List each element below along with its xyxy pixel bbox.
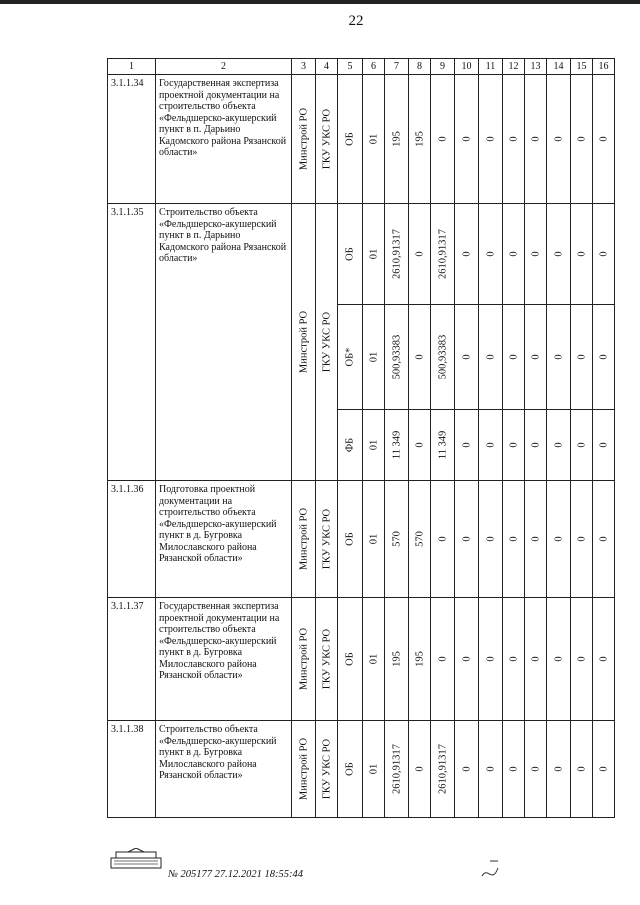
year-2024-amount: 0	[507, 354, 519, 360]
contractor-cell	[316, 721, 338, 818]
year-2025-amount: 0	[529, 442, 541, 448]
year-2021-amount: 2610,91317	[436, 229, 448, 279]
funding-source-cell	[338, 598, 363, 721]
year-2026-amount: 0	[552, 766, 564, 772]
year-2020-amount-cell	[409, 410, 431, 481]
year-2027-amount-cell	[571, 204, 593, 305]
funding-source: ФБ	[344, 437, 356, 453]
contractor: ГКУ УКС РО	[320, 108, 332, 170]
contractor: ГКУ УКС РО	[320, 508, 332, 570]
year-2026-amount: 0	[552, 536, 564, 542]
responsible-executor-cell	[292, 721, 316, 818]
program-code-cell	[363, 721, 385, 818]
year-2024-amount-cell	[503, 305, 525, 410]
year-2028-amount-cell	[593, 305, 615, 410]
year-2027-amount-cell	[571, 598, 593, 721]
funding-source-cell	[338, 481, 363, 598]
year-2025-amount-cell	[525, 481, 547, 598]
year-2026-amount: 0	[552, 354, 564, 360]
year-2020-amount: 0	[413, 442, 425, 448]
year-2025-amount: 0	[529, 354, 541, 360]
header-cell-3: 3	[292, 59, 316, 75]
year-2027-amount: 0	[575, 354, 587, 360]
year-2023-amount-cell	[479, 598, 503, 721]
total-amount-cell	[385, 204, 409, 305]
year-2024-amount: 0	[507, 766, 519, 772]
year-2027-amount: 0	[575, 442, 587, 448]
measure-code: 3.1.1.34	[108, 75, 156, 204]
header-row	[108, 59, 615, 75]
year-2026-amount-cell	[547, 75, 571, 204]
year-2022-amount: 0	[460, 536, 472, 542]
year-2023-amount: 0	[484, 766, 496, 772]
year-2023-amount: 0	[484, 251, 496, 257]
year-2027-amount: 0	[575, 766, 587, 772]
year-2021-amount: 0	[436, 536, 448, 542]
year-2024-amount-cell	[503, 204, 525, 305]
header-cell-11: 11	[479, 59, 503, 75]
year-2024-amount: 0	[507, 536, 519, 542]
responsible-executor: Минстрой РО	[297, 310, 309, 374]
year-2027-amount: 0	[575, 656, 587, 662]
registry-stamp-icon	[110, 848, 162, 872]
year-2023-amount-cell	[479, 481, 503, 598]
year-2022-amount: 0	[460, 656, 472, 662]
program-code: 01	[367, 351, 379, 363]
year-2020-amount-cell	[409, 305, 431, 410]
header-cell-2: 2	[156, 59, 292, 75]
year-2024-amount-cell	[503, 598, 525, 721]
year-2020-amount-cell	[409, 721, 431, 818]
total-amount: 570	[390, 531, 402, 547]
year-2025-amount: 0	[529, 536, 541, 542]
responsible-executor: Минстрой РО	[297, 627, 309, 691]
year-2023-amount-cell	[479, 410, 503, 481]
year-2022-amount: 0	[460, 251, 472, 257]
year-2023-amount: 0	[484, 656, 496, 662]
year-2020-amount-cell	[409, 481, 431, 598]
year-2021-amount-cell	[431, 721, 455, 818]
contractor-cell	[316, 481, 338, 598]
year-2020-amount: 570	[413, 531, 425, 547]
year-2024-amount: 0	[507, 656, 519, 662]
year-2025-amount: 0	[529, 136, 541, 142]
contractor: ГКУ УКС РО	[320, 628, 332, 690]
header-cell-8: 8	[409, 59, 431, 75]
measure-name: Строительство объекта «Фельдшерско-акушерский пункт в д. Бугровка Милославского района Рязанской области»	[156, 721, 292, 818]
year-2023-amount-cell	[479, 721, 503, 818]
year-2028-amount-cell	[593, 598, 615, 721]
total-amount-cell	[385, 410, 409, 481]
total-amount-cell	[385, 481, 409, 598]
year-2021-amount-cell	[431, 598, 455, 721]
year-2022-amount-cell	[455, 410, 479, 481]
header-cell-1: 1	[108, 59, 156, 75]
year-2022-amount-cell	[455, 481, 479, 598]
year-2028-amount-cell	[593, 410, 615, 481]
table-row	[108, 481, 615, 598]
measure-name: Строительство объекта «Фельдшерско-акушерский пункт в п. Дарьино Кадомского района Рязанской области»	[156, 204, 292, 481]
contractor-cell	[316, 598, 338, 721]
header-cell-7: 7	[385, 59, 409, 75]
total-amount: 2610,91317	[390, 744, 402, 794]
year-2022-amount: 0	[460, 136, 472, 142]
year-2024-amount: 0	[507, 136, 519, 142]
responsible-executor-cell	[292, 204, 316, 481]
year-2025-amount-cell	[525, 598, 547, 721]
year-2020-amount: 195	[413, 131, 425, 147]
total-amount: 195	[390, 131, 402, 147]
measure-code: 3.1.1.37	[108, 598, 156, 721]
year-2028-amount: 0	[597, 136, 609, 142]
year-2021-amount-cell	[431, 204, 455, 305]
year-2024-amount: 0	[507, 251, 519, 257]
measure-name: Государственная экспертиза проектной документации на строительство объекта «Фельдшерско-акушерский пункт в п. Дарьино Кадомского района Рязанской области»	[156, 75, 292, 204]
header-cell-9: 9	[431, 59, 455, 75]
year-2024-amount-cell	[503, 75, 525, 204]
year-2027-amount-cell	[571, 75, 593, 204]
year-2023-amount: 0	[484, 442, 496, 448]
year-2023-amount: 0	[484, 536, 496, 542]
program-code: 01	[367, 653, 379, 665]
year-2025-amount: 0	[529, 766, 541, 772]
year-2021-amount: 0	[436, 136, 448, 142]
header-cell-15: 15	[571, 59, 593, 75]
year-2027-amount: 0	[575, 136, 587, 142]
funding-source-cell	[338, 410, 363, 481]
measure-code: 3.1.1.36	[108, 481, 156, 598]
year-2023-amount-cell	[479, 204, 503, 305]
footer-signatures	[110, 848, 530, 888]
program-code-cell	[363, 75, 385, 204]
year-2025-amount-cell	[525, 204, 547, 305]
year-2021-amount: 0	[436, 656, 448, 662]
year-2021-amount-cell	[431, 75, 455, 204]
year-2022-amount: 0	[460, 766, 472, 772]
year-2024-amount: 0	[507, 442, 519, 448]
year-2028-amount-cell	[593, 75, 615, 204]
program-code-cell	[363, 598, 385, 721]
year-2023-amount: 0	[484, 354, 496, 360]
year-2027-amount: 0	[575, 536, 587, 542]
year-2024-amount-cell	[503, 410, 525, 481]
year-2026-amount: 0	[552, 442, 564, 448]
year-2025-amount-cell	[525, 305, 547, 410]
funding-source: ОБ	[344, 762, 356, 776]
year-2025-amount-cell	[525, 721, 547, 818]
total-amount-cell	[385, 305, 409, 410]
table-row	[108, 75, 615, 204]
program-code: 01	[367, 133, 379, 145]
responsible-executor-cell	[292, 75, 316, 204]
table-row	[108, 721, 615, 818]
year-2021-amount-cell	[431, 410, 455, 481]
total-amount: 11 349	[390, 430, 402, 460]
year-2023-amount-cell	[479, 305, 503, 410]
year-2027-amount-cell	[571, 410, 593, 481]
program-code: 01	[367, 248, 379, 260]
responsible-executor: Минстрой РО	[297, 107, 309, 171]
year-2022-amount-cell	[455, 204, 479, 305]
measure-code: 3.1.1.38	[108, 721, 156, 818]
funding-source: ОБ	[344, 132, 356, 146]
year-2020-amount-cell	[409, 598, 431, 721]
year-2025-amount: 0	[529, 656, 541, 662]
year-2020-amount: 0	[413, 766, 425, 772]
header-cell-13: 13	[525, 59, 547, 75]
year-2022-amount: 0	[460, 442, 472, 448]
total-amount-cell	[385, 598, 409, 721]
page-number: 22	[348, 13, 364, 29]
year-2026-amount-cell	[547, 410, 571, 481]
header-cell-14: 14	[547, 59, 571, 75]
year-2023-amount-cell	[479, 75, 503, 204]
year-2025-amount: 0	[529, 251, 541, 257]
total-amount: 500,93383	[390, 334, 402, 380]
year-2028-amount-cell	[593, 204, 615, 305]
year-2026-amount-cell	[547, 598, 571, 721]
program-code-cell	[363, 204, 385, 305]
responsible-executor-cell	[292, 598, 316, 721]
year-2020-amount: 0	[413, 251, 425, 257]
year-2026-amount-cell	[547, 721, 571, 818]
responsible-executor: Минстрой РО	[297, 507, 309, 571]
year-2024-amount-cell	[503, 721, 525, 818]
funding-source: ОБ*	[344, 347, 356, 367]
year-2026-amount-cell	[547, 204, 571, 305]
year-2022-amount-cell	[455, 598, 479, 721]
year-2028-amount: 0	[597, 354, 609, 360]
year-2028-amount-cell	[593, 721, 615, 818]
year-2027-amount-cell	[571, 721, 593, 818]
funding-source-cell	[338, 75, 363, 204]
header-cell-10: 10	[455, 59, 479, 75]
year-2028-amount: 0	[597, 442, 609, 448]
registration-stamp: № 205177 27.12.2021 18:55:44	[168, 869, 304, 880]
year-2028-amount: 0	[597, 536, 609, 542]
header-cell-12: 12	[503, 59, 525, 75]
total-amount: 195	[390, 651, 402, 667]
contractor-cell	[316, 75, 338, 204]
year-2021-amount-cell	[431, 305, 455, 410]
funding-source: ОБ	[344, 532, 356, 546]
year-2020-amount-cell	[409, 75, 431, 204]
program-code-cell	[363, 305, 385, 410]
year-2023-amount: 0	[484, 136, 496, 142]
year-2020-amount: 195	[413, 651, 425, 667]
year-2021-amount: 500,93383	[436, 334, 448, 380]
year-2022-amount-cell	[455, 75, 479, 204]
year-2021-amount-cell	[431, 481, 455, 598]
total-amount: 2610,91317	[390, 229, 402, 279]
program-code: 01	[367, 763, 379, 775]
program-code-cell	[363, 410, 385, 481]
contractor: ГКУ УКС РО	[320, 738, 332, 800]
top-edge-line	[0, 0, 640, 4]
header-cell-4: 4	[316, 59, 338, 75]
year-2028-amount: 0	[597, 656, 609, 662]
responsible-executor-cell	[292, 481, 316, 598]
year-2026-amount-cell	[547, 481, 571, 598]
year-2026-amount: 0	[552, 136, 564, 142]
table-row	[108, 598, 615, 721]
header-cell-16: 16	[593, 59, 615, 75]
budget-table	[107, 58, 615, 818]
funding-source-cell	[338, 721, 363, 818]
funding-source-cell	[338, 305, 363, 410]
year-2021-amount: 2610,91317	[436, 744, 448, 794]
year-2020-amount-cell	[409, 204, 431, 305]
year-2027-amount-cell	[571, 305, 593, 410]
signature-mark-icon	[480, 856, 510, 886]
contractor-cell	[316, 204, 338, 481]
header-cell-5: 5	[338, 59, 363, 75]
header-cell-6: 6	[363, 59, 385, 75]
year-2024-amount-cell	[503, 481, 525, 598]
year-2026-amount-cell	[547, 305, 571, 410]
measure-name: Государственная экспертиза проектной документации на строительство объекта «Фельдшерско-акушерский пункт в д. Бугровка Милославского района Рязанской области»	[156, 598, 292, 721]
year-2022-amount-cell	[455, 305, 479, 410]
year-2022-amount-cell	[455, 721, 479, 818]
total-amount-cell	[385, 721, 409, 818]
program-code: 01	[367, 439, 379, 451]
contractor: ГКУ УКС РО	[320, 311, 332, 373]
year-2022-amount: 0	[460, 354, 472, 360]
year-2027-amount: 0	[575, 251, 587, 257]
table-row	[108, 204, 615, 305]
program-code-cell	[363, 481, 385, 598]
measure-code: 3.1.1.35	[108, 204, 156, 481]
total-amount-cell	[385, 75, 409, 204]
funding-source: ОБ	[344, 247, 356, 261]
year-2020-amount: 0	[413, 354, 425, 360]
funding-source-cell	[338, 204, 363, 305]
measure-name: Подготовка проектной документации на строительство объекта «Фельдшерско-акушерский пункт в д. Бугровка Милославского района Рязанской области»	[156, 481, 292, 598]
year-2028-amount: 0	[597, 251, 609, 257]
year-2025-amount-cell	[525, 410, 547, 481]
year-2028-amount: 0	[597, 766, 609, 772]
year-2028-amount-cell	[593, 481, 615, 598]
year-2027-amount-cell	[571, 481, 593, 598]
year-2025-amount-cell	[525, 75, 547, 204]
program-code: 01	[367, 533, 379, 545]
year-2021-amount: 11 349	[436, 430, 448, 460]
responsible-executor: Минстрой РО	[297, 737, 309, 801]
funding-source: ОБ	[344, 652, 356, 666]
year-2026-amount: 0	[552, 251, 564, 257]
year-2026-amount: 0	[552, 656, 564, 662]
